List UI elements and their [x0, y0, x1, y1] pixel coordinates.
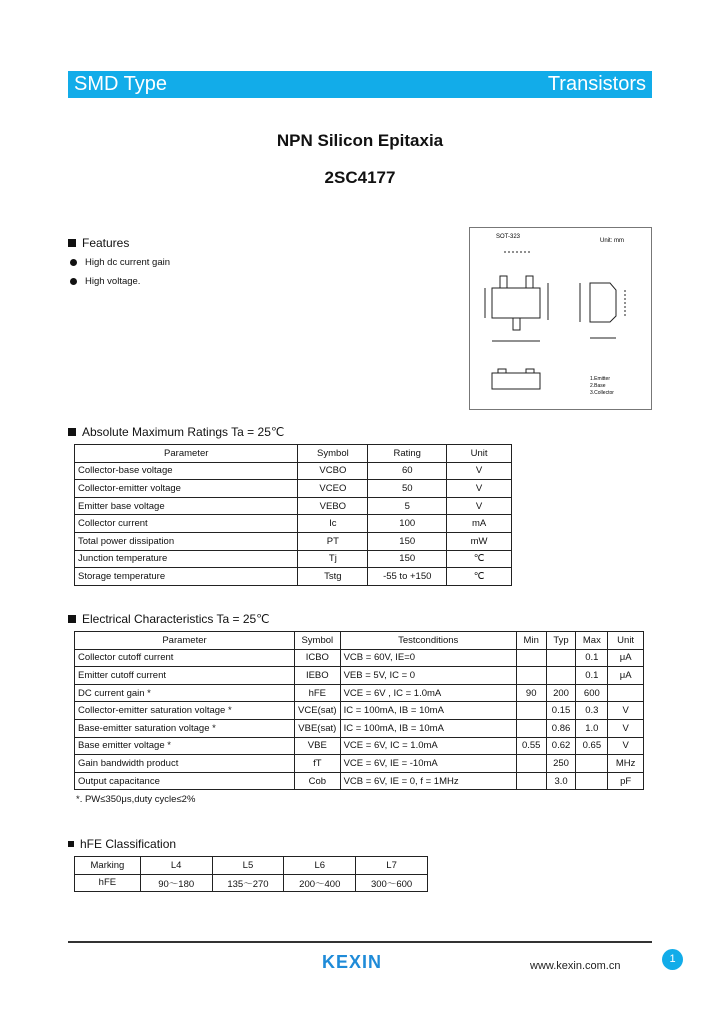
- table-cell: Collector-emitter voltage: [75, 480, 298, 498]
- table-cell: VCE = 6V, IC = 1.0mA: [340, 737, 516, 755]
- table-cell: Base-emitter saturation voltage *: [75, 719, 295, 737]
- table-cell: VEB = 5V, IC = 0: [340, 667, 516, 685]
- table-cell: VEBO: [298, 497, 368, 515]
- hfe-class-table: [74, 856, 428, 892]
- table-cell: hFE: [75, 874, 141, 892]
- table-cell: PT: [298, 532, 368, 550]
- table-cell: pF: [608, 772, 644, 790]
- table-row: [75, 667, 644, 685]
- table-cell: Emitter base voltage: [75, 497, 298, 515]
- table-row: [75, 684, 644, 702]
- table-cell: [516, 772, 546, 790]
- table-cell: μA: [608, 667, 644, 685]
- hfe-class-heading: hFE Classification: [68, 837, 176, 851]
- table-cell: Storage temperature: [75, 568, 298, 586]
- table-cell: 50: [368, 480, 447, 498]
- pin-label: 3.Collector: [590, 390, 614, 396]
- table-cell: V: [447, 497, 512, 515]
- table-cell: hFE: [295, 684, 341, 702]
- table-row: [75, 480, 512, 498]
- square-bullet-icon: [68, 428, 76, 436]
- table-cell: 0.15: [546, 702, 576, 720]
- table-cell: [608, 684, 644, 702]
- table-cell: DC current gain *: [75, 684, 295, 702]
- column-header: Typ: [546, 632, 576, 650]
- pin-label: 1.Emitter: [590, 376, 611, 382]
- table-cell: Tstg: [298, 568, 368, 586]
- table-cell: 200: [546, 684, 576, 702]
- table-cell: 0.3: [576, 702, 608, 720]
- table-cell: Ic: [298, 515, 368, 533]
- table-cell: 0.65: [576, 737, 608, 755]
- table-row: [75, 874, 428, 892]
- column-header: Max: [576, 632, 608, 650]
- table-cell: Collector-base voltage: [75, 462, 298, 480]
- table-cell: L6: [284, 857, 356, 875]
- table-cell: Marking: [75, 857, 141, 875]
- table-row: [75, 649, 644, 667]
- table-cell: 1.0: [576, 719, 608, 737]
- units-label: Unit: mm: [600, 238, 624, 244]
- table-cell: 0.86: [546, 719, 576, 737]
- table-cell: [516, 755, 546, 773]
- table-cell: 0.55: [516, 737, 546, 755]
- table-header-row: [75, 632, 644, 650]
- column-header: Testconditions: [340, 632, 516, 650]
- elec-table: [74, 631, 644, 790]
- table-cell: Base emitter voltage *: [75, 737, 295, 755]
- feature-item: High voltage.: [70, 276, 140, 287]
- table-cell: Collector-emitter saturation voltage *: [75, 702, 295, 720]
- table-cell: V: [608, 737, 644, 755]
- table-cell: 135～270: [212, 874, 284, 892]
- abs-max-table: [74, 444, 512, 586]
- column-header: Parameter: [75, 632, 295, 650]
- table-cell: VBE: [295, 737, 341, 755]
- table-cell: VBE(sat): [295, 719, 341, 737]
- part-number: 2SC4177: [324, 168, 396, 187]
- table-cell: L4: [140, 857, 212, 875]
- table-row: [75, 772, 644, 790]
- column-header: Rating: [368, 445, 447, 463]
- square-bullet-icon: [68, 841, 74, 847]
- page-title: NPN Silicon Epitaxia: [276, 131, 444, 150]
- table-cell: 3.0: [546, 772, 576, 790]
- bullet-icon: [70, 259, 77, 266]
- bullet-icon: [70, 278, 77, 285]
- table-cell: V: [608, 719, 644, 737]
- table-row: [75, 755, 644, 773]
- table-cell: VCB = 60V, IE=0: [340, 649, 516, 667]
- table-cell: IEBO: [295, 667, 341, 685]
- table-cell: [546, 667, 576, 685]
- header-left: SMD Type: [74, 73, 167, 95]
- table-cell: μA: [608, 649, 644, 667]
- table-cell: [516, 649, 546, 667]
- table-cell: Emitter cutoff current: [75, 667, 295, 685]
- table-cell: Gain bandwidth product: [75, 755, 295, 773]
- table-cell: ICBO: [295, 649, 341, 667]
- table-row: [75, 532, 512, 550]
- table-cell: 90～180: [140, 874, 212, 892]
- header-banner: [68, 71, 652, 98]
- table-cell: 90: [516, 684, 546, 702]
- table-cell: 60: [368, 462, 447, 480]
- table-cell: L5: [212, 857, 284, 875]
- table-row: [75, 462, 512, 480]
- table-cell: Collector cutoff current: [75, 649, 295, 667]
- table-cell: Output capacitance: [75, 772, 295, 790]
- features-heading: Features: [68, 236, 129, 250]
- table-cell: 150: [368, 532, 447, 550]
- table-cell: 150: [368, 550, 447, 568]
- table-cell: VCE(sat): [295, 702, 341, 720]
- table-cell: VCBO: [298, 462, 368, 480]
- table-cell: IC = 100mA, IB = 10mA: [340, 702, 516, 720]
- column-header: Unit: [447, 445, 512, 463]
- package-diagram: [469, 227, 652, 410]
- table-cell: [576, 772, 608, 790]
- table-cell: IC = 100mA, IB = 10mA: [340, 719, 516, 737]
- table-cell: 300～600: [356, 874, 428, 892]
- table-cell: [576, 755, 608, 773]
- abs-max-heading: Absolute Maximum Ratings Ta = 25℃: [68, 425, 284, 439]
- table-cell: [516, 702, 546, 720]
- table-cell: MHz: [608, 755, 644, 773]
- table-cell: 0.1: [576, 649, 608, 667]
- column-header: Symbol: [295, 632, 341, 650]
- website-url[interactable]: www.kexin.com.cn: [530, 960, 621, 972]
- table-cell: 250: [546, 755, 576, 773]
- table-cell: 100: [368, 515, 447, 533]
- table-cell: Cob: [295, 772, 341, 790]
- footnote: *. PW≤350μs,duty cycle≤2%: [76, 794, 196, 805]
- table-row: [75, 568, 512, 586]
- table-cell: 0.1: [576, 667, 608, 685]
- table-cell: -55 to +150: [368, 568, 447, 586]
- column-header: Symbol: [298, 445, 368, 463]
- table-cell: fT: [295, 755, 341, 773]
- package-label: SOT-323: [496, 234, 521, 240]
- pin-label: 2.Base: [590, 383, 606, 389]
- table-cell: Tj: [298, 550, 368, 568]
- elec-heading: Electrical Characteristics Ta = 25℃: [68, 612, 270, 626]
- table-cell: [516, 667, 546, 685]
- square-bullet-icon: [68, 239, 76, 247]
- table-cell: [546, 649, 576, 667]
- table-cell: V: [447, 462, 512, 480]
- column-header: Parameter: [75, 445, 298, 463]
- table-row: [75, 737, 644, 755]
- header-right: Transistors: [547, 73, 646, 95]
- table-cell: ℃: [447, 568, 512, 586]
- package-outline-drawing: [470, 228, 653, 411]
- table-row: [75, 857, 428, 875]
- table-cell: VCE = 6V, IE = -10mA: [340, 755, 516, 773]
- table-cell: VCEO: [298, 480, 368, 498]
- square-bullet-icon: [68, 615, 76, 623]
- table-cell: V: [447, 480, 512, 498]
- page-number: 1: [662, 949, 683, 970]
- table-cell: Total power dissipation: [75, 532, 298, 550]
- table-cell: V: [608, 702, 644, 720]
- table-row: [75, 550, 512, 568]
- table-cell: VCE = 6V , IC = 1.0mA: [340, 684, 516, 702]
- footer-divider: [68, 941, 652, 943]
- table-cell: mA: [447, 515, 512, 533]
- table-cell: L7: [356, 857, 428, 875]
- table-cell: 200～400: [284, 874, 356, 892]
- kexin-logo: KEXIN: [322, 952, 383, 972]
- table-row: [75, 497, 512, 515]
- table-row: [75, 719, 644, 737]
- table-row: [75, 702, 644, 720]
- column-header: Unit: [608, 632, 644, 650]
- feature-item: High dc current gain: [70, 257, 170, 268]
- table-cell: Collector current: [75, 515, 298, 533]
- table-cell: 600: [576, 684, 608, 702]
- table-cell: Junction temperature: [75, 550, 298, 568]
- table-cell: [516, 719, 546, 737]
- table-cell: mW: [447, 532, 512, 550]
- table-cell: 0.62: [546, 737, 576, 755]
- table-header-row: [75, 445, 512, 463]
- table-cell: ℃: [447, 550, 512, 568]
- column-header: Min: [516, 632, 546, 650]
- table-cell: VCB = 6V, IE = 0, f = 1MHz: [340, 772, 516, 790]
- table-cell: 5: [368, 497, 447, 515]
- table-row: [75, 515, 512, 533]
